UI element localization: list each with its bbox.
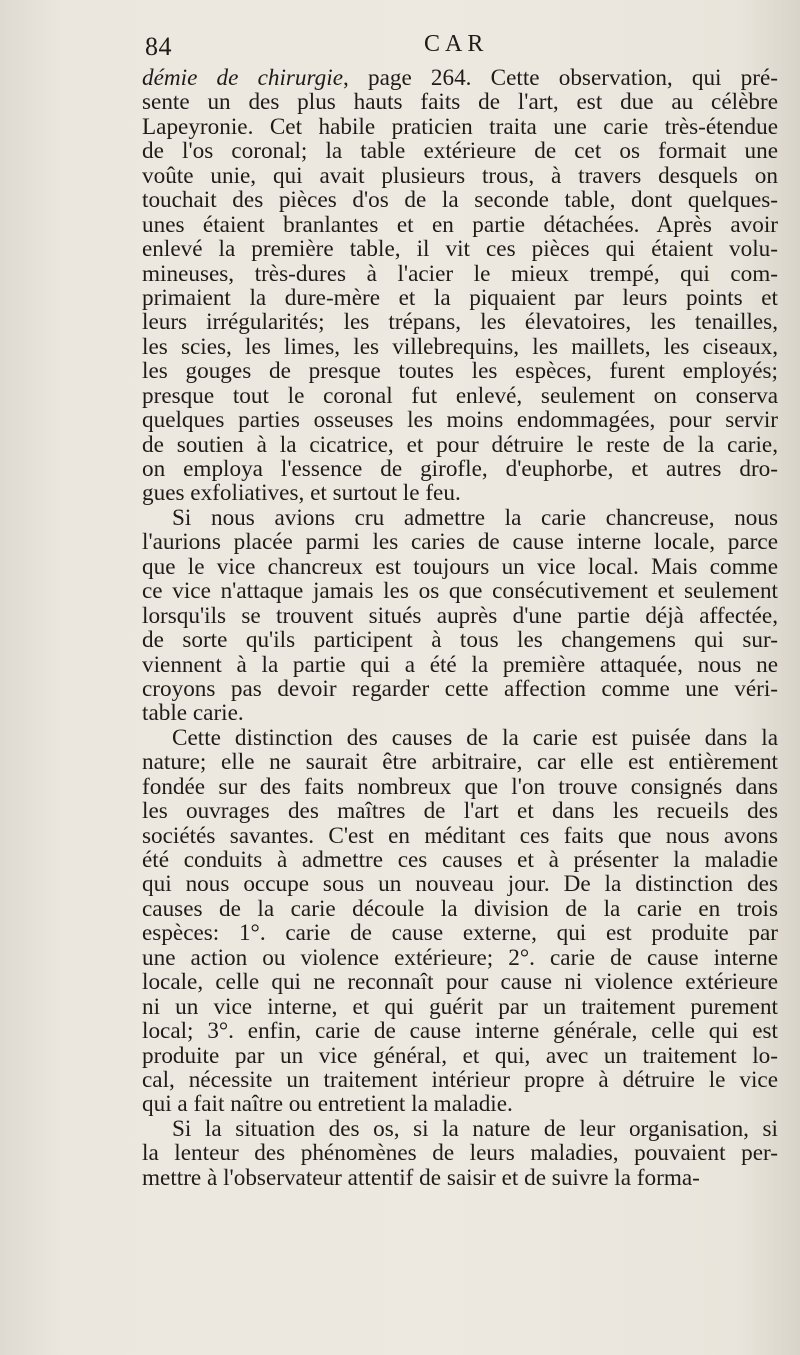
- text-line: nature; elle ne saurait être arbitraire, car elle est entièrement: [142, 749, 778, 776]
- text-line: Si nous avions cru admettre la carie chancreuse, nous: [172, 504, 778, 531]
- text-line: Lapeyronie. Cet habile praticien traita une carie très-étendue: [142, 113, 778, 140]
- text-line: mineuses, très-dures à l'acier le mieux trempé, qui com-: [142, 260, 778, 287]
- text-line: viennent à la partie qui a été la première attaquée, nous ne: [142, 651, 778, 678]
- text-line: ni un vice interne, et qui guérit par un traitement purement: [142, 993, 778, 1020]
- text-line: la lenteur des phénomènes de leurs maladies, pouvaient per-: [142, 1140, 778, 1167]
- paragraph: [142, 66, 778, 506]
- text-line: que le vice chancreux est toujours un vice local. Mais comme: [142, 553, 778, 580]
- text-line: causes de la carie découle la division de la carie en trois: [142, 895, 778, 922]
- text-line: lorsqu'ils se trouvent situés auprès d'une partie déjà affectée,: [142, 602, 778, 629]
- text-line: les ouvrages des maîtres de l'art et dans les recueils des: [142, 798, 778, 825]
- text-line: table carie.: [142, 700, 244, 727]
- text-line: produite par un vice général, et qui, avec un traitement lo-: [142, 1042, 778, 1069]
- text-line: l'aurions placée parmi les caries de cause interne locale, parce: [142, 529, 778, 556]
- text-line: croyons pas devoir regarder cette affection comme une véri-: [142, 675, 778, 702]
- paragraph: [142, 726, 778, 1117]
- page-number: 84: [145, 32, 172, 61]
- text-line: de l'os coronal; la table extérieure de cet os formait une: [142, 138, 778, 165]
- page-header: [142, 28, 778, 64]
- text-line: de soutien à la cicatrice, et pour détruire le reste de la carie,: [142, 431, 778, 458]
- text-line: démie de chirurgie, page 264. Cette observation, qui pré-: [142, 65, 778, 91]
- text-line: touchait des pièces d'os de la seconde table, dont quelques-: [142, 187, 778, 214]
- text-line: Cette distinction des causes de la carie est puisée dans la: [172, 724, 778, 751]
- text-line: primaient la dure-mère et la piquaient par leurs points et: [142, 284, 778, 311]
- text-line: gues exfoliatives, et surtout le feu.: [142, 480, 461, 507]
- text-line: Si la situation des os, si la nature de leur organisation, si: [172, 1115, 778, 1142]
- text-line: espèces: 1°. carie de cause externe, qui est produite par: [142, 920, 778, 947]
- text-line: qui a fait naître ou entretient la maladie.: [142, 1091, 513, 1118]
- text-line: voûte unie, qui avait plusieurs trous, à travers desquels on: [142, 162, 778, 189]
- text-line: qui nous occupe sous un nouveau jour. De la distinction des: [142, 871, 778, 898]
- text-line: cal, nécessite un traitement intérieur propre à détruire le vice: [142, 1066, 778, 1093]
- text-line: été conduits à admettre ces causes et à présenter la maladie: [142, 847, 778, 873]
- text-line: une action ou violence extérieure; 2°. carie de cause interne: [142, 944, 778, 971]
- text-line: leurs irrégularités; les trépans, les élevatoires, les tenailles,: [142, 309, 778, 336]
- text-line: presque tout le coronal fut enlevé, seulement on conserva: [142, 382, 778, 409]
- text-line: on employa l'essence de girofle, d'euphorbe, et autres dro-: [142, 456, 778, 482]
- running-head: CAR: [424, 31, 489, 57]
- text-line: fondée sur des faits nombreux que l'on trouve consignés dans: [142, 773, 778, 800]
- body-text: [142, 66, 778, 1190]
- text-line: enlevé la première table, il vit ces pièces qui étaient volu-: [142, 236, 778, 263]
- text-line: mettre à l'observateur attentif de saisir et de suivre la forma-: [142, 1164, 700, 1191]
- text-line: sociétés savantes. C'est en méditant ces faits que nous avons: [142, 822, 778, 849]
- text-line: sente un des plus hauts faits de l'art, est due au célèbre: [142, 89, 778, 116]
- paragraph: [142, 1117, 778, 1190]
- text-line: locale, celle qui ne reconnaît pour cause ni violence extérieure: [142, 969, 778, 996]
- text-line: les gouges de presque toutes les espèces, furent employés;: [142, 358, 778, 385]
- text-line: quelques parties osseuses les moins endommagées, pour servir: [142, 407, 778, 434]
- text-line: unes étaient branlantes et en partie détachées. Après avoir: [142, 211, 778, 238]
- paragraph: [142, 506, 778, 726]
- text-line: local; 3°. enfin, carie de cause interne générale, celle qui est: [142, 1018, 778, 1045]
- text-line: les scies, les limes, les villebrequins, les maillets, les ciseaux,: [142, 333, 778, 360]
- text-line: de sorte qu'ils participent à tous les changemens qui sur-: [142, 627, 778, 654]
- text-line: ce vice n'attaque jamais les os que consécutivement et seulement: [142, 578, 778, 605]
